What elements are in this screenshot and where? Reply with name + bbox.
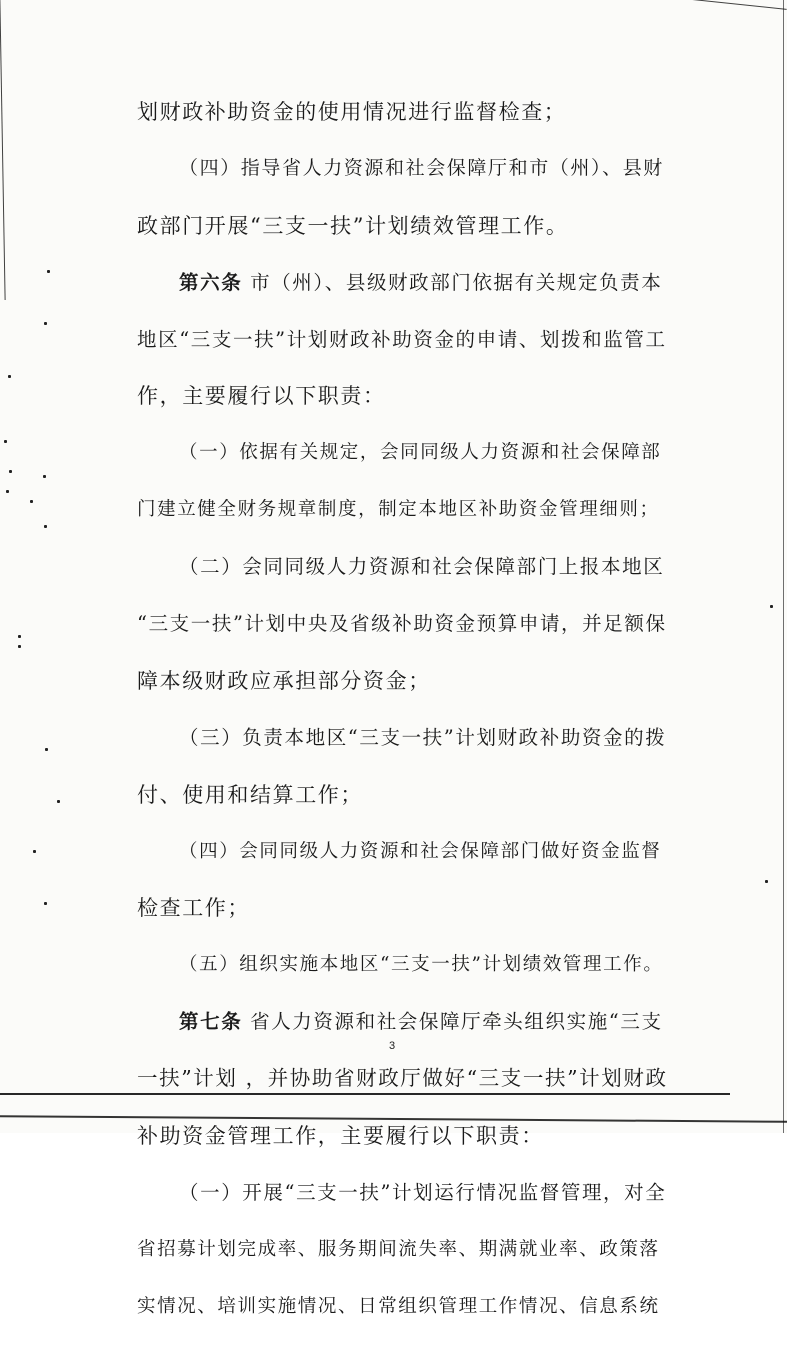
line-text: 市（州）、县级财政部门依据有关规定负责本 bbox=[242, 270, 663, 294]
scan-speck bbox=[44, 902, 47, 905]
line-text: （五）组织实施本地区“三支一扶”计划绩效管理工作。 bbox=[179, 954, 664, 976]
document-body bbox=[137, 101, 672, 1353]
line-text: 一扶”计划 ，并协助省财政厅做好“三支一扶”计划财政 bbox=[137, 1066, 668, 1091]
scan-speck bbox=[43, 475, 46, 478]
line-text: 地区“三支一扶”计划财政补助资金的申请、划拨和监管工 bbox=[137, 327, 667, 351]
article-heading: 第六条 bbox=[179, 270, 243, 294]
article-heading: 第七条 bbox=[179, 1010, 243, 1034]
scan-speck bbox=[18, 635, 21, 638]
body-line bbox=[137, 613, 672, 634]
scan-edge-left bbox=[0, 0, 6, 300]
line-text: 门建立健全财务规章制度，制定本地区补助资金管理细则； bbox=[137, 499, 660, 521]
line-text: （二）会同同级人力资源和社会保障部门上报本地区 bbox=[179, 555, 665, 579]
body-line bbox=[137, 670, 672, 691]
line-text: （一）开展“三支一扶”计划运行情况监督管理，对全 bbox=[179, 1180, 667, 1204]
scan-speck bbox=[44, 525, 47, 528]
line-text: 障本级财政应承担部分资金； bbox=[137, 668, 431, 693]
scan-speck bbox=[8, 375, 11, 378]
body-line bbox=[137, 841, 672, 862]
scan-speck bbox=[45, 748, 48, 751]
line-text: 付、使用和结算工作； bbox=[137, 782, 363, 807]
line-text: 补助资金管理工作，主要履行以下职责： bbox=[137, 1124, 544, 1149]
body-line bbox=[137, 329, 672, 350]
body-line bbox=[137, 442, 672, 463]
line-text: 省招募计划完成率、服务期间流失率、期满就业率、政策落 bbox=[137, 1238, 660, 1260]
body-line bbox=[137, 1124, 672, 1149]
body-line bbox=[137, 784, 672, 805]
scan-speck bbox=[770, 605, 773, 608]
line-text: 划财政补助资金的使用情况进行监督检查； bbox=[137, 100, 567, 124]
body-line bbox=[137, 499, 672, 520]
scan-speck bbox=[9, 470, 12, 473]
scan-speck bbox=[44, 322, 47, 325]
body-line bbox=[137, 158, 672, 179]
body-line bbox=[137, 1068, 672, 1089]
line-text: “三支一扶”计划中央及省级补助资金预算申请，并足额保 bbox=[137, 612, 667, 636]
body-line bbox=[137, 1182, 672, 1203]
body-line bbox=[137, 727, 672, 748]
line-text: 政部门开展“三支一扶”计划绩效管理工作。 bbox=[137, 213, 569, 238]
body-line bbox=[137, 384, 672, 409]
body-line bbox=[137, 1296, 672, 1317]
scan-speck bbox=[47, 270, 50, 273]
scan-speck bbox=[6, 490, 9, 493]
line-text: 作，主要履行以下职责： bbox=[137, 384, 386, 409]
line-text: （三）负责本地区“三支一扶”计划财政补助资金的拨 bbox=[179, 725, 667, 749]
scan-edge-right bbox=[783, 0, 784, 1133]
scan-speck bbox=[30, 500, 33, 503]
body-line bbox=[137, 1239, 672, 1260]
scan-speck bbox=[4, 440, 7, 443]
line-text: 实情况、培训实施情况、日常组织管理工作情况、信息系统 bbox=[137, 1295, 660, 1317]
line-text: 检查工作； bbox=[137, 896, 250, 921]
body-line bbox=[137, 896, 672, 921]
page-number: 3 bbox=[389, 1040, 396, 1052]
scan-edge-top-right bbox=[655, 0, 786, 10]
line-text: （四）指导省人力资源和社会保障厅和市（州）、县财 bbox=[179, 156, 664, 179]
line-text: （四）会同同级人力资源和社会保障部门做好资金监督 bbox=[179, 840, 662, 862]
body-line bbox=[137, 215, 672, 236]
body-line bbox=[137, 101, 672, 122]
scan-speck bbox=[33, 850, 36, 853]
scan-speck bbox=[57, 800, 60, 803]
body-line bbox=[137, 272, 672, 293]
body-line bbox=[137, 556, 672, 577]
line-text: 省人力资源和社会保障厅牵头组织实施“三支 bbox=[242, 1010, 663, 1034]
scan-speck bbox=[765, 880, 768, 883]
line-text: （一）依据有关规定，会同同级人力资源和社会保障部 bbox=[179, 442, 662, 464]
body-line bbox=[137, 1011, 672, 1032]
body-line bbox=[137, 954, 672, 975]
scan-speck bbox=[18, 645, 21, 648]
